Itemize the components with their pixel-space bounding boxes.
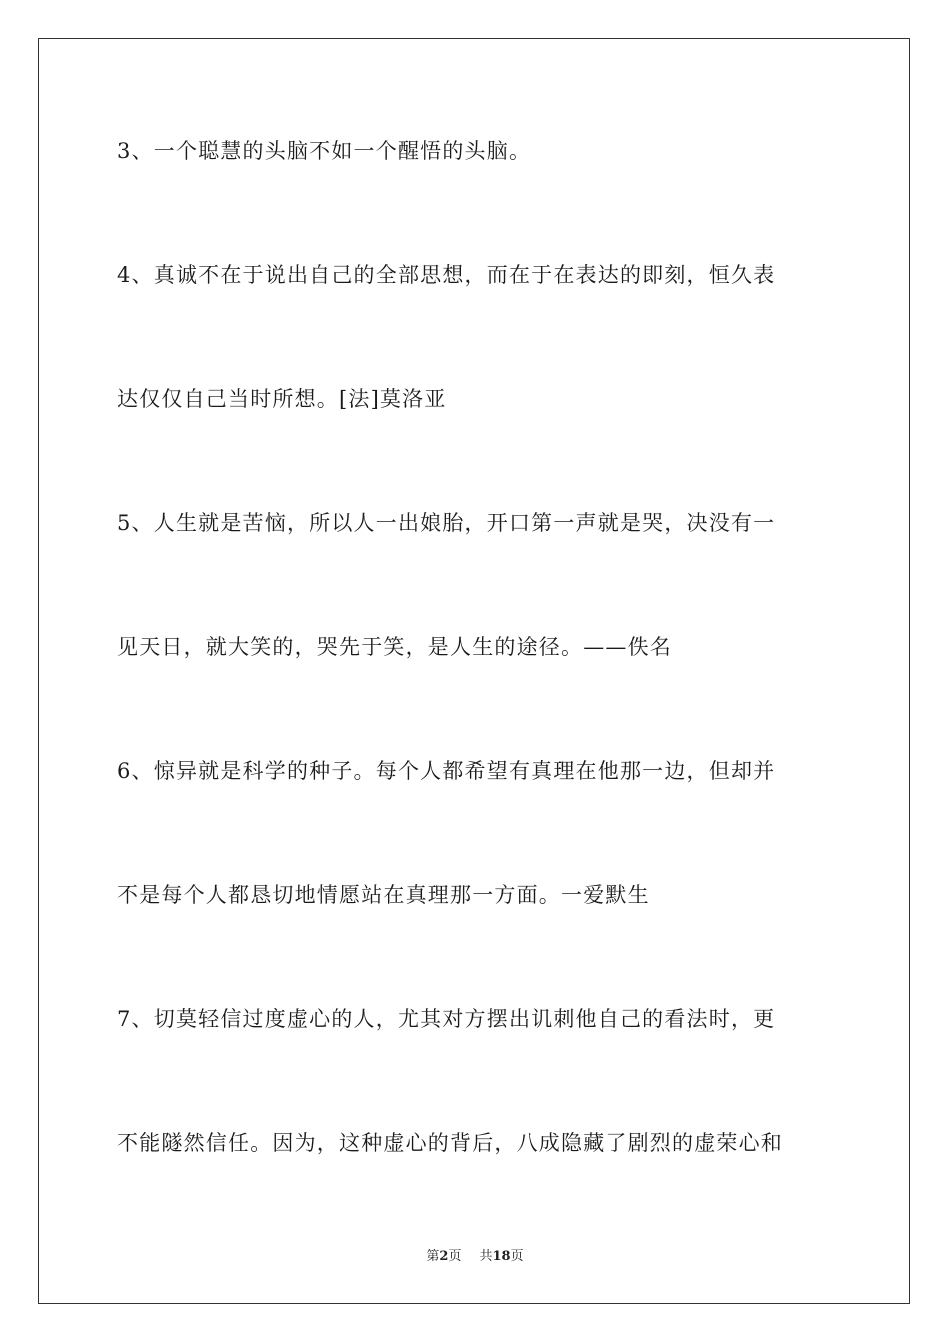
text-line-2: 4、真诚不在于说出自己的全部思想，而在于在表达的即刻，恒久表 <box>117 263 776 287</box>
footer-page-suffix: 页 <box>448 1249 462 1264</box>
text-line-1: 3、一个聪慧的头脑不如一个醒悟的头脑。 <box>117 139 532 163</box>
text-line-4: 5、人生就是苦恼，所以人一出娘胎，开口第一声就是哭，决没有一 <box>117 511 776 535</box>
footer-page-number: 2 <box>439 1249 449 1264</box>
footer-page-prefix: 第 <box>426 1249 440 1264</box>
text-line-7: 不是每个人都恳切地情愿站在真理那一方面。一爱默生 <box>117 883 650 907</box>
footer-total-prefix: 共 <box>479 1249 493 1264</box>
footer-total-pages: 18 <box>492 1249 511 1264</box>
footer-total-suffix: 页 <box>510 1249 524 1264</box>
text-line-6: 6、惊异就是科学的种子。每个人都希望有真理在他那一边，但却并 <box>117 759 776 783</box>
text-line-5: 见天日，就大笑的，哭先于笑，是人生的途径。——佚名 <box>117 635 672 659</box>
text-line-3: 达仅仅自己当时所想。[法]莫洛亚 <box>117 387 447 411</box>
page-border <box>38 38 910 1304</box>
text-line-9: 不能隧然信任。因为，这种虚心的背后，八成隐藏了剧烈的虚荣心和 <box>117 1131 783 1155</box>
page-footer <box>0 1248 950 1266</box>
text-line-8: 7、切莫轻信过度虚心的人，尤其对方摆出讥刺他自己的看法时，更 <box>117 1007 776 1031</box>
